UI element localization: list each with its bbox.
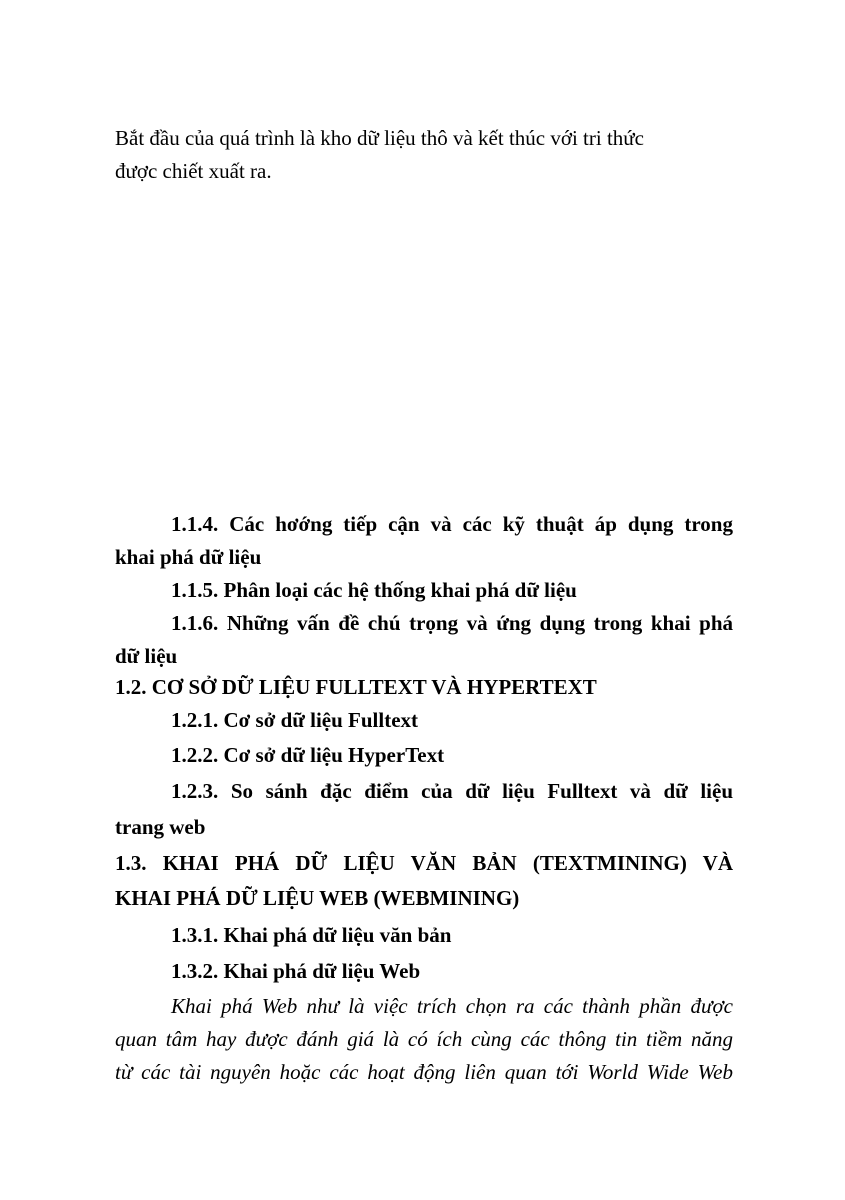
heading-1-1-6-line-2: dữ liệu	[115, 644, 178, 668]
heading-1-2-1: 1.2.1. Cơ sở dữ liệu Fulltext	[171, 708, 419, 732]
heading-1-2-2: 1.2.2. Cơ sở dữ liệu HyperText	[171, 743, 445, 767]
heading-1-2: 1.2. CƠ SỞ DỮ LIỆU FULLTEXT VÀ HYPERTEXT	[115, 675, 597, 699]
webmining-paragraph-line-2: quan tâm hay được đánh giá là có ích cùng các thông tin tiềm năng	[115, 1027, 733, 1051]
heading-1-1-6-line-1: 1.1.6. Những vấn đề chú trọng và ứng dụng trong khai phá	[171, 611, 733, 635]
heading-1-3-line-2: KHAI PHÁ DỮ LIỆU WEB (WEBMINING)	[115, 886, 520, 910]
heading-1-2-3-line-2: trang web	[115, 815, 206, 839]
heading-1-3-2: 1.3.2. Khai phá dữ liệu Web	[171, 959, 421, 983]
intro-line-1: Bắt đầu của quá trình là kho dữ liệu thô và kết thúc với tri thức	[115, 126, 644, 150]
heading-1-2-3-line-1: 1.2.3. So sánh đặc điểm của dữ liệu Fulltext và dữ liệu	[171, 779, 733, 803]
webmining-paragraph-line-3: từ các tài nguyên hoặc các hoạt động liên quan tới World Wide Web	[115, 1060, 733, 1084]
webmining-paragraph-line-1: Khai phá Web như là việc trích chọn ra các thành phần được	[171, 994, 733, 1018]
intro-line-2: được chiết xuất ra.	[115, 159, 272, 183]
heading-1-1-4-line-1: 1.1.4. Các hơớng tiếp cận và các kỹ thuật áp dụng trong	[171, 512, 733, 536]
heading-1-1-5: 1.1.5. Phân loại các hệ thống khai phá dữ liệu	[171, 578, 577, 602]
heading-1-1-4-line-2: khai phá dữ liệu	[115, 545, 262, 569]
heading-1-3-1: 1.3.1. Khai phá dữ liệu văn bản	[171, 923, 452, 947]
heading-1-3-line-1: 1.3. KHAI PHÁ DỮ LIỆU VĂN BẢN (TEXTMINING) VÀ	[115, 851, 733, 875]
